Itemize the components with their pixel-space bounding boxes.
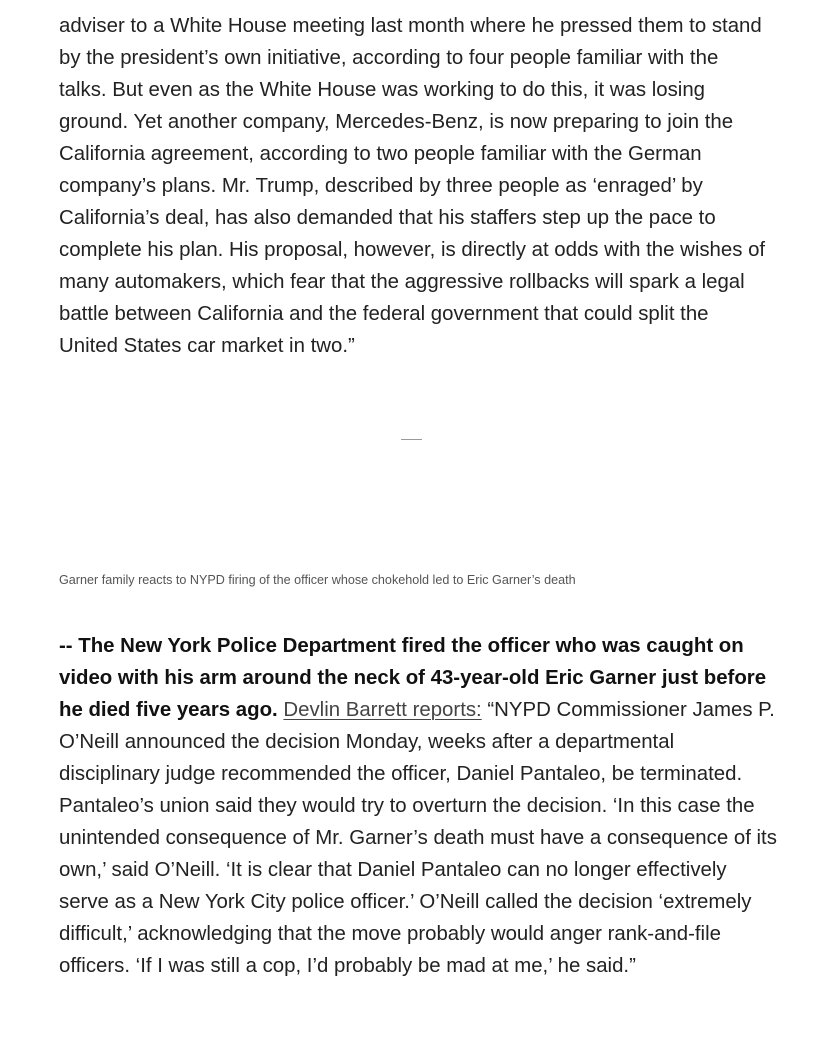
continued-quote-paragraph: adviser to a White House meeting last month where he pressed them to stand by the president’s own initiative, according to four people familiar with the talks. But even as the White House was working to do this, it was losing ground. Yet another company, Mercedes-Benz, is now preparing to join the California agreement, according to two people familiar with the German company’s plans. Mr. Trump, described by three people as ‘enraged’ by California’s deal, has also demanded that his staffers step up the pace to complete his plan. His proposal, however, is directly at odds with the wishes of many automakers, which fear that the aggressive rollbacks will spark a legal battle between California and the federal government that could split the United States car market in two.” [59,15,766,357]
story-lede: -- The New York Police Department fired the officer who was caught on video with his arm around the neck of 43-year-old Eric Garner just before he died five years ago. [59,635,767,721]
article-body [59,0,769,362]
video-caption: Garner family reacts to NYPD firing of the officer whose chokehold led to Eric Garner’s death [59,573,576,587]
devlin-barrett-link[interactable]: Devlin Barrett reports: [283,699,482,721]
section-divider [401,439,422,440]
story-quote: “NYPD Commissioner James P. O’Neill announced the decision Monday, weeks after a departmental disciplinary judge recommended the officer, Daniel Pantaleo, be terminated. Pantaleo’s union said they would try to overturn the decision. ‘In this case the unintended consequence of Mr. Garner’s death must have a consequence of its own,’ said O’Neill. ‘It is clear that Daniel Pantaleo can no longer effectively serve as a New York City police officer.’ O’Neill called the decision ‘extremely difficult,’ acknowledging that the move probably would anger rank-and-file officers. ‘If I was still a cop, I’d probably be mad at me,’ he said.” [59,699,777,977]
garner-story-paragraph [59,630,779,982]
